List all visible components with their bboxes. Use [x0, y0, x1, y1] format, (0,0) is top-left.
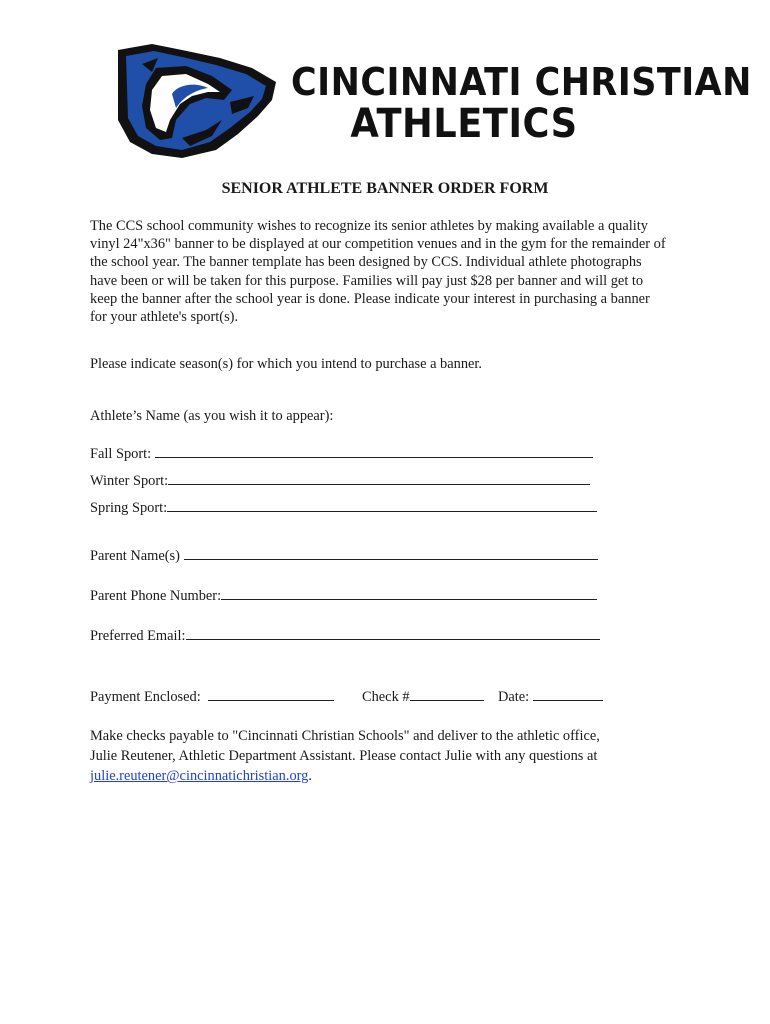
- preferred-email-field[interactable]: [186, 625, 600, 640]
- payment-enclosed-row: [90, 686, 334, 706]
- closing-period: .: [308, 768, 312, 784]
- athlete-name-label: Athlete’s Name (as you wish it to appear):: [90, 408, 334, 424]
- contact-email-link[interactable]: julie.reutener@cincinnatichristian.org: [90, 768, 309, 784]
- parent-names-row: [90, 545, 598, 565]
- brand-line-2: ATHLETICS: [350, 101, 578, 147]
- parent-phone-row: [90, 585, 597, 605]
- closing-line-3: [90, 766, 690, 786]
- fall-sport-label: Fall Sport:: [90, 446, 152, 462]
- fall-sport-row: [90, 443, 593, 463]
- spring-sport-row: [90, 497, 597, 517]
- payment-enclosed-label: Payment Enclosed:: [90, 689, 201, 705]
- form-title: SENIOR ATHLETE BANNER ORDER FORM: [221, 180, 549, 197]
- brand-line-1: CINCINNATI CHRISTIAN: [291, 60, 752, 104]
- date-row: [498, 686, 603, 706]
- winter-sport-row: [90, 470, 590, 490]
- wildcat-head-logo: [112, 42, 282, 160]
- intro-paragraph: The CCS school community wishes to recognize its senior athletes by making available a quality vinyl 24"x36" banner to be displayed at our competition venues and in the gym for the remainder of the school year. The banner template has been designed by CCS. Individual athlete photographs have been or will be taken for this purpose. Families will pay just $28 per banner and will get to keep the banner after the school year is done. Please indicate your interest in purchasing a banner for your athlete's sport(s).: [90, 218, 666, 326]
- spring-sport-field[interactable]: [167, 497, 597, 512]
- check-number-field[interactable]: [410, 686, 484, 701]
- season-prompt: Please indicate season(s) for which you intend to purchase a banner.: [90, 356, 483, 372]
- preferred-email-label: Preferred Email:: [90, 628, 186, 644]
- closing-line-2: Julie Reutener, Athletic Department Assistant. Please contact Julie with any questions at: [90, 748, 598, 764]
- preferred-email-row: [90, 625, 600, 645]
- closing-line-1: Make checks payable to "Cincinnati Christian Schools" and deliver to the athletic office,: [90, 728, 600, 744]
- brand-wordmark: [276, 60, 752, 147]
- check-number-row: [362, 686, 484, 706]
- payment-enclosed-field[interactable]: [208, 686, 334, 701]
- date-label: Date:: [498, 689, 530, 705]
- winter-sport-label: Winter Sport:: [90, 473, 169, 489]
- check-number-label: Check #: [362, 689, 410, 705]
- parent-names-label: Parent Name(s): [90, 548, 180, 564]
- parent-phone-field[interactable]: [221, 585, 597, 600]
- closing-paragraph: [90, 726, 690, 786]
- parent-names-field[interactable]: [184, 545, 598, 560]
- winter-sport-field[interactable]: [168, 470, 590, 485]
- parent-phone-label: Parent Phone Number:: [90, 588, 222, 604]
- fall-sport-field[interactable]: [155, 443, 593, 458]
- spring-sport-label: Spring Sport:: [90, 500, 168, 516]
- date-field[interactable]: [533, 686, 603, 701]
